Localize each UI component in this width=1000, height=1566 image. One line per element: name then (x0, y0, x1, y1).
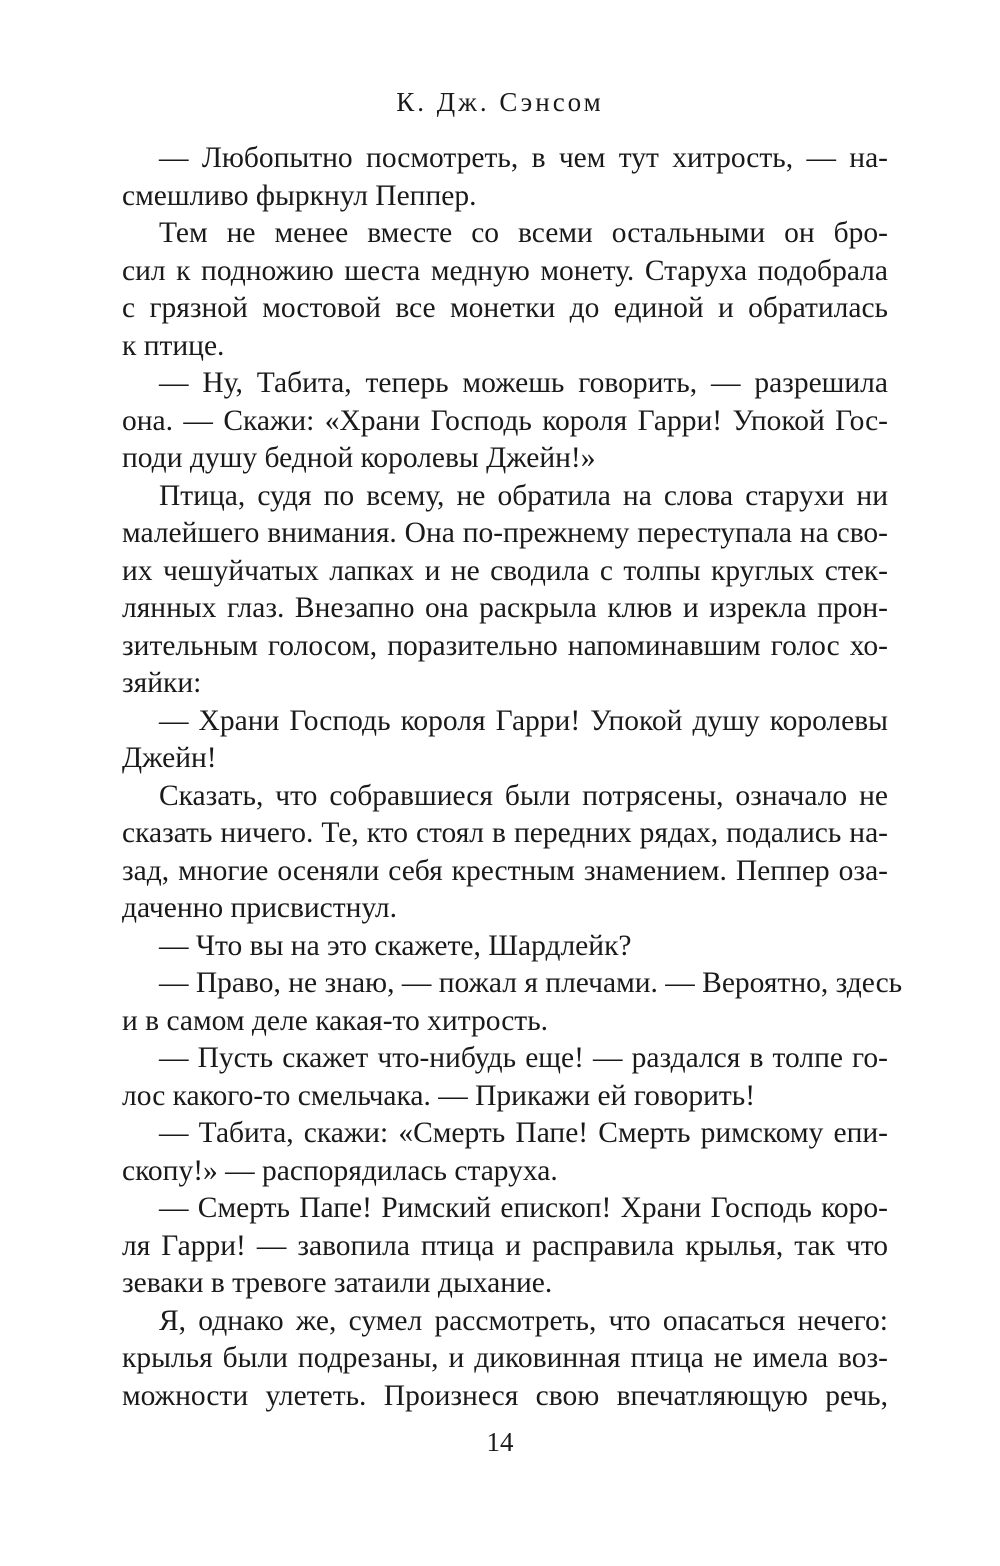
text-line: их чешуйчатых лапках и не сводила с толпы круглых стек- (122, 554, 888, 587)
text-line: поди душу бедной королевы Джейн!» (122, 442, 596, 474)
text-line: зеваки в тревоге затаили дыхание. (122, 1267, 553, 1299)
text-line: сил к подножию шеста медную монету. Старуха подобрала (122, 254, 888, 287)
text-line: — Любопытно посмотреть, в чем тут хитрость, — на- (159, 142, 888, 174)
text-line: Я, однако же, сумел рассмотреть, что опасаться нечего: (159, 1304, 888, 1337)
running-head: К. Дж. Сэнсом (396, 87, 604, 117)
text-line: с грязной мостовой все монетки до единой и обратилась (122, 292, 888, 324)
text-line: Сказать, что собравшиеся были потрясены, означало не (159, 779, 888, 812)
text-line: зад, многие осеняли себя крестным знамением. Пеппер оза- (122, 854, 888, 887)
text-line: — Право, не знаю, — пожал я плечами. — Вероятно, здесь (159, 967, 903, 999)
page-number: 14 (486, 1427, 514, 1457)
text-line: сказать ничего. Те, кто стоял в передних рядах, подались на- (122, 817, 888, 849)
text-line: малейшего внимания. Она по-прежнему переступала на сво- (122, 517, 888, 549)
text-line: лянных глаз. Внезапно она раскрыла клюв и изрекла прон- (122, 592, 888, 624)
text-line: — Пусть скажет что-нибудь еще! — раздался в толпе го- (159, 1042, 888, 1074)
text-line: смешливо фыркнул Пеппер. (122, 179, 477, 212)
text-line: Птица, судя по всему, не обратила на слова старухи ни (159, 479, 888, 512)
text-line: — Что вы на это скажете, Шардлейк? (159, 929, 632, 962)
text-line: скопу!» — распорядилась старуха. (122, 1154, 558, 1187)
body-text (122, 140, 903, 1415)
text-line: — Табита, скажи: «Смерть Папе! Смерть римскому епи- (159, 1117, 888, 1149)
text-line: зительным голосом, поразительно напоминавшим голос хо- (122, 629, 888, 662)
text-line: к птице. (122, 329, 225, 362)
text-line: — Смерть Папе! Римский епископ! Храни Господь коро- (159, 1192, 888, 1224)
text-line: ля Гарри! — завопила птица и расправила крылья, так что (122, 1229, 888, 1262)
text-line: Тем не менее вместе со всеми остальными он бро- (159, 217, 888, 249)
text-line: — Храни Господь короля Гарри! Упокой душу королевы (159, 704, 888, 737)
text-line: крылья были подрезаны, и диковинная птица не имела воз- (122, 1342, 888, 1374)
text-line: даченно присвистнул. (122, 892, 398, 924)
text-line: Джейн! (122, 742, 217, 774)
text-line: и в самом деле какая-то хитрость. (122, 1004, 549, 1037)
text-line: лос какого-то смельчака. — Прикажи ей говорить! (122, 1079, 756, 1112)
text-line: можности улететь. Произнеся свою впечатляющую речь, (122, 1379, 888, 1412)
text-line: — Ну, Табита, теперь можешь говорить, — разрешила (159, 367, 888, 399)
text-line: зяйки: (122, 667, 202, 699)
text-line: она. — Скажи: «Храни Господь короля Гарри! Упокой Гос- (122, 404, 888, 437)
